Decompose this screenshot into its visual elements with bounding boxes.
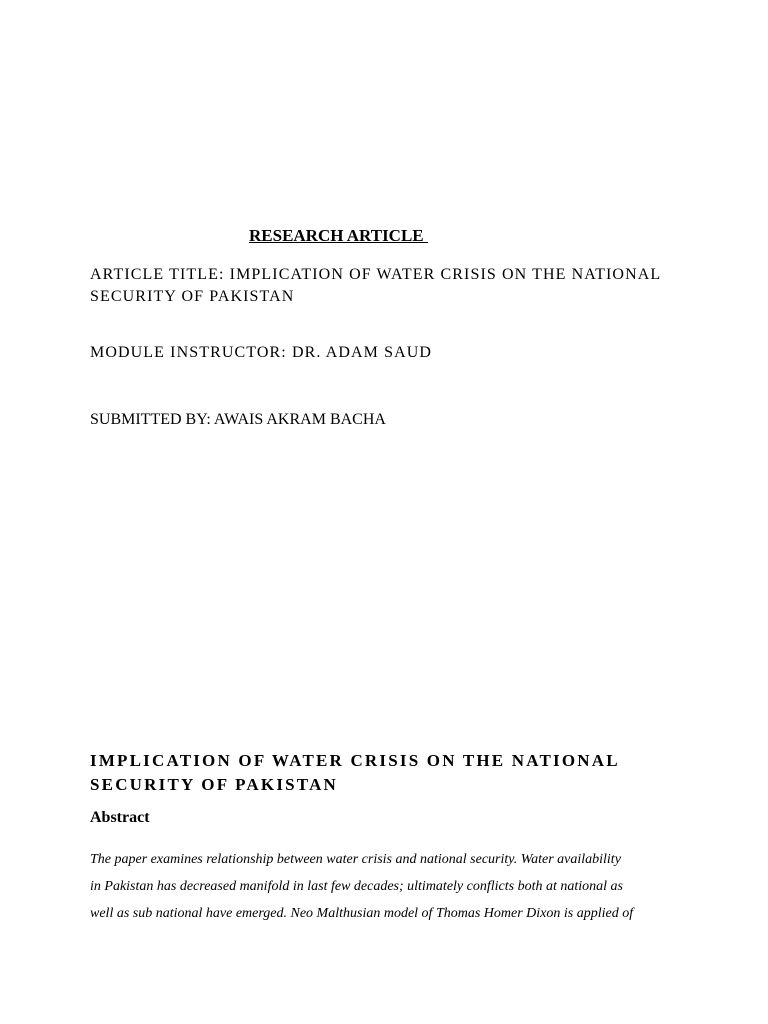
article-title: ARTICLE TITLE: IMPLICATION OF WATER CRISIS ON THE NATIONAL SECURITY OF PAKISTAN [90,266,661,305]
research-article-header: RESEARCH ARTICLE [249,226,428,245]
abstract-text-line: in Pakistan has decreased manifold in last few decades; ultimately conflicts both at national as [90,879,623,894]
paper-title: IMPLICATION OF WATER CRISIS ON THE NATIONAL SECURITY OF PAKISTAN [90,751,619,794]
submitted-by: SUBMITTED BY: AWAIS AKRAM BACHA [90,411,386,428]
module-instructor: MODULE INSTRUCTOR: DR. ADAM SAUD [90,344,433,361]
abstract-text-line: The paper examines relationship between water crisis and national security. Water availability [90,852,621,867]
abstract-text-line: well as sub national have emerged. Neo Malthusian model of Thomas Homer Dixon is applied of [90,906,634,921]
abstract-heading: Abstract [90,809,150,826]
